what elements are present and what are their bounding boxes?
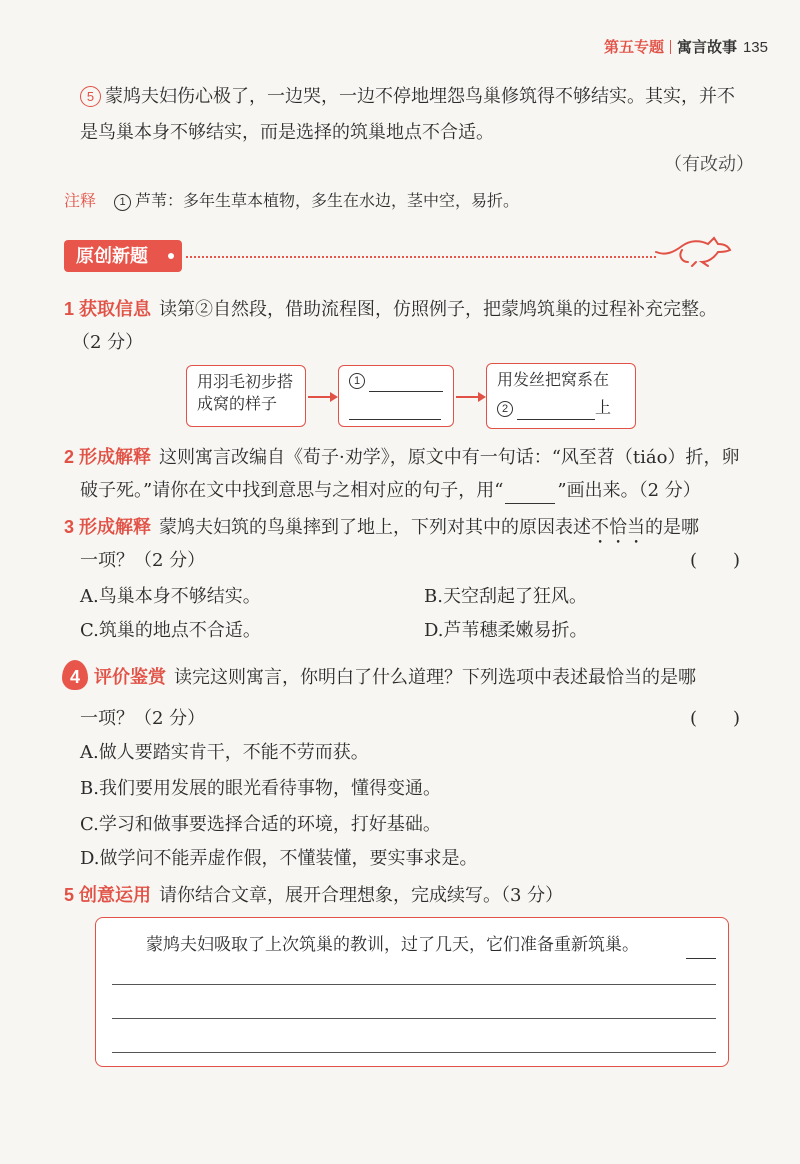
source-note: （有改动） — [664, 154, 754, 175]
fire-badge-icon: 4 — [62, 660, 88, 690]
annotation-label: 注释 — [64, 191, 97, 210]
q3-label: 3 形成解释 — [64, 517, 152, 537]
header-section: 第五专题 — [603, 39, 664, 56]
page-header — [604, 36, 768, 57]
q3-line1: 3 形成解释 蒙鸠夫妇筑的鸟巢摔到了地上，下列对其中的原因表述不恰当的是哪 — [64, 517, 700, 538]
q4-option-d[interactable]: D.做学问不能弄虚作假，不懂装懂，要实事求是。 — [80, 848, 478, 869]
writing-prompt: 蒙鸠夫妇吸取了上次筑巢的教训，过了几天，它们准备重新筑巢。 — [146, 935, 639, 955]
annotation-text: 芦苇：多年生草本植物，多生在水边，茎中空，易折。 — [135, 191, 520, 210]
flow-arrow-2 — [456, 396, 484, 398]
writing-line-0[interactable] — [686, 938, 716, 959]
banner-dot — [168, 253, 174, 259]
blank-1[interactable] — [369, 391, 443, 392]
q1-score: （2 分） — [72, 332, 144, 353]
para5-line1: 5 蒙鸠夫妇伤心极了，一边哭，一边不停地埋怨鸟巢修筑得不够结实。其实，并不 — [80, 84, 735, 110]
annotation — [64, 188, 519, 214]
blank-2[interactable] — [517, 419, 595, 420]
page-number: 135 — [742, 39, 768, 56]
original-questions-banner: 原创新题 — [64, 240, 182, 272]
q3-option-c[interactable]: C.筑巢的地点不合适。 — [80, 620, 261, 641]
q5-label: 5 创意运用 — [64, 885, 152, 905]
q4-label: 评价鉴赏 — [94, 667, 166, 687]
q3-emphasis: 不恰当 — [591, 517, 646, 538]
q5-prompt: 5 创意运用 请你结合文章，展开合理想象，完成续写。（3 分） — [64, 885, 564, 906]
writing-answer-box[interactable] — [95, 917, 729, 1067]
q2-line1: 2 形成解释 这则寓言改编自《荀子·劝学》，原文中有一句话：“风至苕（tiáo）折，卵 — [64, 447, 740, 468]
cat-icon — [652, 226, 734, 268]
q3-option-a[interactable]: A.鸟巢本身不够结实。 — [80, 586, 261, 607]
para-number-circle: 5 — [80, 86, 101, 107]
q4-option-c[interactable]: C.学习和做事要选择合适的环境，打好基础。 — [80, 814, 441, 835]
q4-answer-paren[interactable]: ( ) — [690, 708, 741, 729]
annotation-number: 1 — [114, 194, 131, 211]
underline-sample — [505, 503, 555, 504]
blank-1b[interactable] — [349, 419, 441, 420]
flow-arrow-1 — [308, 396, 336, 398]
q2-line2: 破子死。”请你在文中找到意思与之相对应的句子，用“ ”画出来。（2 分） — [80, 478, 701, 504]
q2-label: 2 形成解释 — [64, 447, 152, 467]
q1-label: 1 获取信息 — [64, 299, 152, 319]
q3-option-d[interactable]: D.芦苇穗柔嫩易折。 — [424, 620, 588, 641]
header-divider — [670, 40, 671, 54]
q1-prompt: 1 获取信息 读第②自然段，借助流程图，仿照例子，把蒙鸠筑巢的过程补充完整。 — [64, 299, 718, 320]
q4-line2: 一项？（2 分） — [80, 708, 206, 729]
q4-line1: 评价鉴赏 读完这则寓言，你明白了什么道理？下列选项中表述最恰当的是哪 — [94, 667, 696, 688]
header-title: 寓言故事 — [676, 39, 737, 56]
q4-option-a[interactable]: A.做人要踏实肯干，不能不劳而获。 — [80, 742, 369, 763]
writing-line-1[interactable] — [112, 984, 716, 985]
flow-box-1: 用羽毛初步搭 成窝的样子 — [186, 365, 306, 427]
banner-dotted-line — [186, 256, 656, 258]
q3-option-b[interactable]: B.天空刮起了狂风。 — [424, 586, 587, 607]
para5-line2: 是鸟巢本身不够结实，而是选择的筑巢地点不合适。 — [80, 122, 494, 143]
q3-line2: 一项？（2 分） — [80, 550, 206, 571]
writing-line-3[interactable] — [112, 1052, 716, 1053]
flow-box-2: 1 — [338, 365, 454, 427]
flow-box-3: 用发丝把窝系在 2 上 — [486, 363, 636, 429]
q3-answer-paren[interactable]: ( ) — [690, 550, 741, 571]
writing-line-2[interactable] — [112, 1018, 716, 1019]
q4-option-b[interactable]: B.我们要用发展的眼光看待事物，懂得变通。 — [80, 778, 441, 799]
